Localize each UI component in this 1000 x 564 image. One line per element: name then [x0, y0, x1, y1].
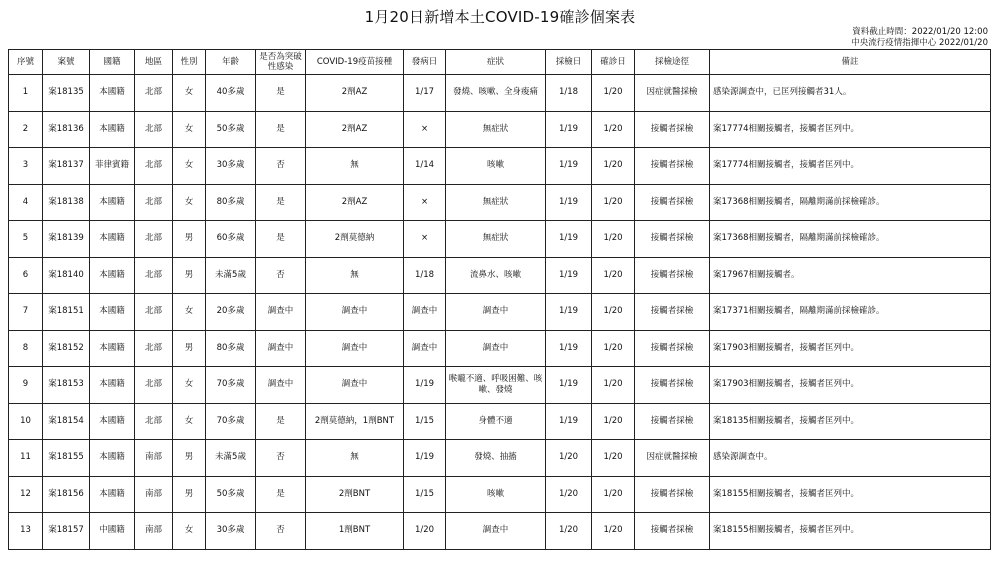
- cell-note: 案18135相關接觸者，接觸者匡列中。: [710, 403, 991, 440]
- cell-confirm-date: 1/20: [592, 330, 635, 367]
- data-source: 中央流行疫情指揮中心 2022/01/20: [851, 37, 988, 48]
- cell-breakthrough: 是: [256, 221, 306, 258]
- cell-test-date: 1/20: [546, 513, 592, 550]
- cell-vaccine: 2劑莫德納: [306, 221, 404, 258]
- cell-test-route: 接觸者採檢: [635, 221, 710, 258]
- cell-case-id: 案18140: [43, 257, 90, 294]
- cell-confirm-date: 1/20: [592, 75, 635, 112]
- cell-age: 80多歲: [206, 330, 256, 367]
- cell-symptoms: 發燒、抽搐: [446, 440, 546, 477]
- cell-seq: 12: [9, 476, 43, 513]
- cell-region: 北部: [135, 257, 173, 294]
- cell-test-route: 因症就醫採檢: [635, 440, 710, 477]
- cell-vaccine: 調查中: [306, 367, 404, 404]
- cell-onset-date: ×: [404, 221, 446, 258]
- cell-region: 南部: [135, 440, 173, 477]
- header-seq: 序號: [9, 50, 43, 75]
- cell-sex: 女: [173, 403, 206, 440]
- cell-breakthrough: 是: [256, 184, 306, 221]
- cell-onset-date: 1/14: [404, 148, 446, 185]
- cell-breakthrough: 否: [256, 257, 306, 294]
- report-meta: [851, 27, 988, 48]
- cell-vaccine: 無: [306, 257, 404, 294]
- header-note: 備註: [710, 50, 991, 75]
- cell-seq: 9: [9, 367, 43, 404]
- cell-test-route: 因症就醫採檢: [635, 75, 710, 112]
- header-breakthrough: 是否為突破性感染: [256, 50, 306, 75]
- cell-breakthrough: 調查中: [256, 294, 306, 331]
- cell-sex: 男: [173, 330, 206, 367]
- cell-note: 感染源調查中。: [710, 440, 991, 477]
- cell-case-id: 案18157: [43, 513, 90, 550]
- cell-breakthrough: 調查中: [256, 367, 306, 404]
- cell-test-date: 1/19: [546, 403, 592, 440]
- cell-onset-date: 1/17: [404, 75, 446, 112]
- table-row: [9, 184, 991, 221]
- cell-onset-date: 調查中: [404, 294, 446, 331]
- cell-vaccine: 1劑BNT: [306, 513, 404, 550]
- cell-onset-date: 1/15: [404, 403, 446, 440]
- cell-onset-date: 1/19: [404, 440, 446, 477]
- cell-nationality: 本國籍: [90, 367, 135, 404]
- cell-region: 北部: [135, 403, 173, 440]
- cell-seq: 5: [9, 221, 43, 258]
- header-vaccine: COVID-19疫苗接種: [306, 50, 404, 75]
- cell-test-date: 1/19: [546, 184, 592, 221]
- header-row: [9, 50, 991, 75]
- cell-symptoms: 無症狀: [446, 111, 546, 148]
- cell-nationality: 本國籍: [90, 330, 135, 367]
- cell-test-date: 1/19: [546, 148, 592, 185]
- cell-test-route: 接觸者採檢: [635, 367, 710, 404]
- cell-nationality: 中國籍: [90, 513, 135, 550]
- table-row: [9, 330, 991, 367]
- cell-nationality: 本國籍: [90, 221, 135, 258]
- cell-test-date: 1/19: [546, 257, 592, 294]
- cell-onset-date: 調查中: [404, 330, 446, 367]
- table-row: [9, 476, 991, 513]
- cell-test-route: 接觸者採檢: [635, 294, 710, 331]
- header-symptoms: 症狀: [446, 50, 546, 75]
- cell-vaccine: 調查中: [306, 294, 404, 331]
- cell-test-route: 接觸者採檢: [635, 330, 710, 367]
- cell-confirm-date: 1/20: [592, 294, 635, 331]
- cell-case-id: 案18151: [43, 294, 90, 331]
- cell-nationality: 本國籍: [90, 184, 135, 221]
- cell-test-route: 接觸者採檢: [635, 257, 710, 294]
- cell-symptoms: 咳嗽: [446, 476, 546, 513]
- cell-region: 北部: [135, 294, 173, 331]
- cell-sex: 女: [173, 184, 206, 221]
- cell-region: 北部: [135, 330, 173, 367]
- table-row: [9, 221, 991, 258]
- cell-nationality: 本國籍: [90, 75, 135, 112]
- cell-test-route: 接觸者採檢: [635, 148, 710, 185]
- cell-case-id: 案18153: [43, 367, 90, 404]
- cell-note: 案17774相關接觸者，接觸者匡列中。: [710, 148, 991, 185]
- cell-seq: 11: [9, 440, 43, 477]
- cell-nationality: 本國籍: [90, 476, 135, 513]
- cell-confirm-date: 1/20: [592, 440, 635, 477]
- cell-age: 30多歲: [206, 513, 256, 550]
- cell-sex: 女: [173, 513, 206, 550]
- cell-case-id: 案18135: [43, 75, 90, 112]
- cell-region: 南部: [135, 513, 173, 550]
- cell-onset-date: ×: [404, 184, 446, 221]
- cell-test-date: 1/19: [546, 221, 592, 258]
- cell-onset-date: 1/15: [404, 476, 446, 513]
- cell-seq: 6: [9, 257, 43, 294]
- table-row: [9, 440, 991, 477]
- cell-symptoms: 身體不適: [446, 403, 546, 440]
- cell-region: 北部: [135, 367, 173, 404]
- cell-seq: 8: [9, 330, 43, 367]
- table-row: [9, 257, 991, 294]
- cell-note: 感染源調查中，已匡列接觸者31人。: [710, 75, 991, 112]
- header-age: 年齡: [206, 50, 256, 75]
- cell-age: 80多歲: [206, 184, 256, 221]
- cell-test-route: 接觸者採檢: [635, 513, 710, 550]
- cell-nationality: 本國籍: [90, 403, 135, 440]
- cell-seq: 1: [9, 75, 43, 112]
- cell-seq: 7: [9, 294, 43, 331]
- cell-test-date: 1/20: [546, 476, 592, 513]
- cell-nationality: 本國籍: [90, 111, 135, 148]
- cell-case-id: 案18138: [43, 184, 90, 221]
- cell-test-route: 接觸者採檢: [635, 111, 710, 148]
- cell-onset-date: ×: [404, 111, 446, 148]
- table-row: [9, 367, 991, 404]
- cell-symptoms: 調查中: [446, 330, 546, 367]
- cell-vaccine: 無: [306, 440, 404, 477]
- cell-symptoms: 流鼻水、咳嗽: [446, 257, 546, 294]
- cell-symptoms: 無症狀: [446, 184, 546, 221]
- cell-symptoms: 調查中: [446, 513, 546, 550]
- cell-note: 案17903相關接觸者，接觸者匡列中。: [710, 330, 991, 367]
- cell-case-id: 案18155: [43, 440, 90, 477]
- cell-confirm-date: 1/20: [592, 257, 635, 294]
- cell-test-date: 1/19: [546, 330, 592, 367]
- cell-confirm-date: 1/20: [592, 403, 635, 440]
- cell-region: 北部: [135, 75, 173, 112]
- cell-test-date: 1/18: [546, 75, 592, 112]
- cell-seq: 4: [9, 184, 43, 221]
- cell-age: 70多歲: [206, 403, 256, 440]
- cell-age: 50多歲: [206, 476, 256, 513]
- cell-sex: 男: [173, 440, 206, 477]
- table-body: [9, 75, 991, 550]
- cell-confirm-date: 1/20: [592, 513, 635, 550]
- header-confirm-date: 確診日: [592, 50, 635, 75]
- cell-nationality: 本國籍: [90, 257, 135, 294]
- cell-confirm-date: 1/20: [592, 184, 635, 221]
- cell-breakthrough: 否: [256, 148, 306, 185]
- cell-case-id: 案18152: [43, 330, 90, 367]
- cell-breakthrough: 是: [256, 111, 306, 148]
- cell-region: 北部: [135, 111, 173, 148]
- header-region: 地區: [135, 50, 173, 75]
- cell-sex: 男: [173, 257, 206, 294]
- cell-test-route: 接觸者採檢: [635, 403, 710, 440]
- cell-breakthrough: 否: [256, 513, 306, 550]
- cell-test-date: 1/20: [546, 440, 592, 477]
- cell-region: 北部: [135, 148, 173, 185]
- case-table: [8, 49, 991, 550]
- cell-sex: 女: [173, 148, 206, 185]
- cell-breakthrough: 是: [256, 75, 306, 112]
- cell-age: 60多歲: [206, 221, 256, 258]
- table-row: [9, 148, 991, 185]
- cell-symptoms: 發燒、咳嗽、全身痠痛: [446, 75, 546, 112]
- cell-case-id: 案18156: [43, 476, 90, 513]
- cell-test-date: 1/19: [546, 367, 592, 404]
- cell-breakthrough: 是: [256, 476, 306, 513]
- cell-onset-date: 1/19: [404, 367, 446, 404]
- cell-vaccine: 2劑AZ: [306, 75, 404, 112]
- cell-breakthrough: 否: [256, 440, 306, 477]
- cell-note: 案17371相關接觸者，隔離期滿前採檢確診。: [710, 294, 991, 331]
- header-nationality: 國籍: [90, 50, 135, 75]
- cell-age: 30多歲: [206, 148, 256, 185]
- header-onset-date: 發病日: [404, 50, 446, 75]
- cell-case-id: 案18136: [43, 111, 90, 148]
- cell-confirm-date: 1/20: [592, 221, 635, 258]
- cell-note: 案17368相關接觸者，隔離期滿前採檢確診。: [710, 184, 991, 221]
- cell-seq: 10: [9, 403, 43, 440]
- header-case-id: 案號: [43, 50, 90, 75]
- cell-age: 未滿5歲: [206, 440, 256, 477]
- cell-test-date: 1/19: [546, 294, 592, 331]
- cell-symptoms: 咳嗽: [446, 148, 546, 185]
- cell-case-id: 案18139: [43, 221, 90, 258]
- cell-age: 70多歲: [206, 367, 256, 404]
- cell-nationality: 菲律賓籍: [90, 148, 135, 185]
- page-title: 1月20日新增本土COVID-19確診個案表: [364, 8, 636, 26]
- header-sex: 性別: [173, 50, 206, 75]
- cell-symptoms: 無症狀: [446, 221, 546, 258]
- cell-region: 北部: [135, 184, 173, 221]
- cell-vaccine: 2劑BNT: [306, 476, 404, 513]
- cell-onset-date: 1/20: [404, 513, 446, 550]
- cell-confirm-date: 1/20: [592, 476, 635, 513]
- cell-age: 未滿5歲: [206, 257, 256, 294]
- cell-confirm-date: 1/20: [592, 367, 635, 404]
- cell-vaccine: 2劑莫德納，1劑BNT: [306, 403, 404, 440]
- table-row: [9, 75, 991, 112]
- cell-note: 案18155相關接觸者，接觸者匡列中。: [710, 513, 991, 550]
- cell-age: 50多歲: [206, 111, 256, 148]
- cell-case-id: 案18154: [43, 403, 90, 440]
- cell-test-date: 1/19: [546, 111, 592, 148]
- cell-confirm-date: 1/20: [592, 111, 635, 148]
- cell-breakthrough: 是: [256, 403, 306, 440]
- table-row: [9, 513, 991, 550]
- cell-sex: 女: [173, 294, 206, 331]
- cell-note: 案17774相關接觸者，接觸者匡列中。: [710, 111, 991, 148]
- cell-case-id: 案18137: [43, 148, 90, 185]
- header-test-date: 採檢日: [546, 50, 592, 75]
- cell-breakthrough: 調查中: [256, 330, 306, 367]
- cell-test-route: 接觸者採檢: [635, 476, 710, 513]
- cell-note: 案17368相關接觸者，隔離期滿前採檢確診。: [710, 221, 991, 258]
- cell-symptoms: 喉嚨不適、呼吸困難、咳嗽、發燒: [446, 367, 546, 404]
- cell-sex: 女: [173, 367, 206, 404]
- cell-nationality: 本國籍: [90, 294, 135, 331]
- cell-seq: 13: [9, 513, 43, 550]
- table-row: [9, 111, 991, 148]
- table-row: [9, 403, 991, 440]
- cell-symptoms: 調查中: [446, 294, 546, 331]
- cell-sex: 女: [173, 111, 206, 148]
- table-row: [9, 294, 991, 331]
- cell-test-route: 接觸者採檢: [635, 184, 710, 221]
- cell-region: 北部: [135, 221, 173, 258]
- cell-seq: 2: [9, 111, 43, 148]
- cell-note: 案17967相關接觸者。: [710, 257, 991, 294]
- cell-note: 案17903相關接觸者，接觸者匡列中。: [710, 367, 991, 404]
- cell-vaccine: 無: [306, 148, 404, 185]
- cell-age: 20多歲: [206, 294, 256, 331]
- cell-confirm-date: 1/20: [592, 148, 635, 185]
- data-cutoff-time: 資料截止時間：2022/01/20 12:00: [852, 27, 988, 37]
- cell-note: 案18155相關接觸者，接觸者匡列中。: [710, 476, 991, 513]
- cell-vaccine: 調查中: [306, 330, 404, 367]
- cell-nationality: 本國籍: [90, 440, 135, 477]
- cell-vaccine: 2劑AZ: [306, 184, 404, 221]
- cell-seq: 3: [9, 148, 43, 185]
- cell-onset-date: 1/18: [404, 257, 446, 294]
- header-test-route: 採檢途徑: [635, 50, 710, 75]
- cell-sex: 男: [173, 221, 206, 258]
- cell-age: 40多歲: [206, 75, 256, 112]
- cell-sex: 女: [173, 75, 206, 112]
- cell-sex: 男: [173, 476, 206, 513]
- cell-region: 南部: [135, 476, 173, 513]
- cell-vaccine: 2劑AZ: [306, 111, 404, 148]
